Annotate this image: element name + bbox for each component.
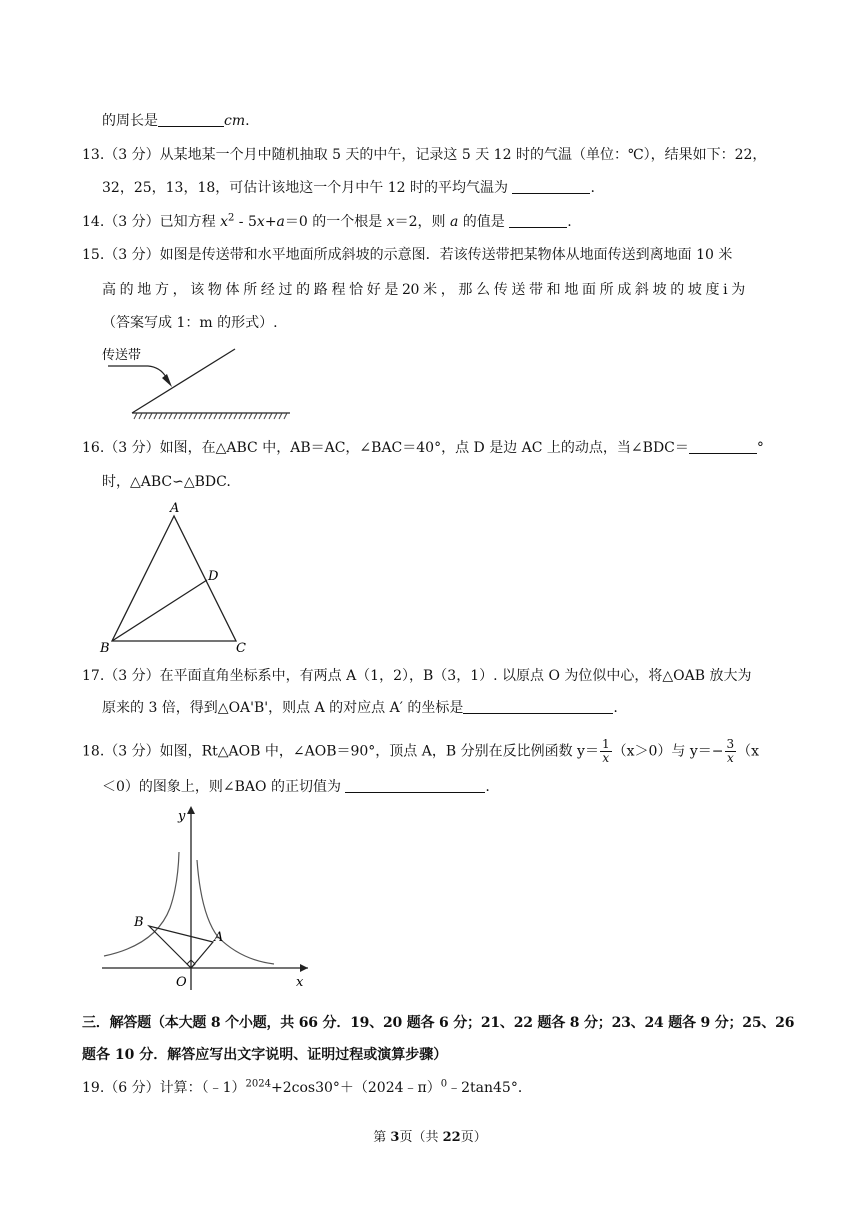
- section-3-heading-line2: 题各 10 分．解答应写出文字说明、证明过程或演算步骤）: [82, 1047, 448, 1063]
- q13-line1: 13.（3 分）从某地某一个月中随机抽取 5 天的中午，记录这 5 天 12 时的气温（单位：℃），结果如下：22，: [82, 147, 767, 163]
- label-c: C: [236, 641, 246, 656]
- q17-line1: 17.（3 分）在平面直角坐标系中，有两点 A（1，2），B（3，1）. 以原点 O 为位似中心，将△OAB 放大为: [82, 668, 752, 684]
- q14-line: 14.（3 分）已知方程 $x^2 - 5x+a=0$ 的一个根是 x＝2，则 a 的值是 .: [82, 212, 572, 230]
- answer-blank: [463, 699, 613, 714]
- q15-line2: 高 的 地 方 ， 该 物 体 所 经 过 的 路 程 恰 好 是 20 米 ， 那 么 传 送 带 和 地 面 所 成 斜 坡 的 坡 度 i 为: [102, 282, 745, 298]
- answer-blank: [689, 439, 757, 454]
- q16-line1: 16.（3 分）如图，在△ABC 中，AB＝AC，∠BAC＝40°，点 D 是边 AC 上的动点，当∠BDC＝ °: [82, 440, 764, 456]
- conveyor-label: 传送带: [102, 348, 142, 363]
- label-d: D: [208, 569, 219, 584]
- pointer-arrowhead-icon: [162, 374, 172, 387]
- triangle-figure: [96, 498, 256, 656]
- label-o: O: [176, 975, 187, 990]
- pointer-arrow-line: [108, 366, 166, 377]
- section-3-heading: 三．解答题（本大题 8 个小题，共 66 分．19、20 题各 6 分；21、22 题各 8 分；23、24 题各 9 分；25、26: [82, 1015, 795, 1031]
- q17-line2: 原来的 3 倍，得到△OA'B'，则点 A 的对应点 A′ 的坐标是 .: [102, 700, 618, 716]
- ground-hatching: [134, 413, 287, 419]
- q16-line2: 时，△ABC∽△BDC.: [102, 474, 231, 490]
- label-b: B: [100, 641, 110, 656]
- hyperbola-figure: [96, 800, 321, 995]
- current-page: 3: [390, 1130, 400, 1145]
- label-y: y: [178, 809, 186, 824]
- perimeter-line: 的周长是 cm.: [102, 113, 250, 129]
- label-b: B: [134, 915, 144, 930]
- label-x: x: [296, 975, 304, 990]
- page-footer: 第 3页（共 22页）: [373, 1130, 487, 1145]
- curve-y-neg3-over-x: [104, 852, 179, 956]
- x-axis-arrow-icon: [300, 964, 308, 972]
- label-a: A: [170, 501, 180, 516]
- answer-blank: [345, 778, 485, 793]
- segment-bd: [112, 580, 207, 641]
- y-axis-arrow-icon: [187, 806, 195, 814]
- q18-line2: ＜0）的图象上，则∠BAO 的正切值为 .: [102, 779, 490, 795]
- q18-line1: 18.（3 分）如图，Rt△AOB 中，∠AOB＝90°，顶点 A，B 分别在反比例函数 y＝ $\frac{1}{x}$ （x＞0）与 y＝− $\frac{3}{x}$ （x: [82, 737, 760, 765]
- label-a: A: [214, 930, 224, 945]
- fraction-3-over-x: $\frac{3}{x}$: [726, 737, 735, 765]
- answer-blank: [158, 112, 224, 127]
- total-pages: 22: [442, 1130, 461, 1145]
- conveyor-belt-line: [132, 349, 235, 413]
- triangle-aob: [149, 926, 213, 968]
- q19-line: 19.（6 分）计算：（﹣1）$^{2024}$+2cos30°＋（2024﹣π）$^0$﹣2tan45°．: [82, 1078, 532, 1096]
- q15-line1: 15.（3 分）如图是传送带和水平地面所成斜坡的示意图．若该传送带把某物体从地面传送到离地面 10 米: [82, 247, 733, 263]
- answer-blank: [509, 213, 567, 228]
- q15-line3: （答案写成 1：m 的形式）.: [102, 315, 278, 331]
- conveyor-figure: [100, 343, 295, 425]
- curve-y-1-over-x: [197, 860, 274, 964]
- answer-blank: [512, 179, 590, 194]
- fraction-1-over-x: $\frac{1}{x}$: [601, 737, 610, 765]
- q13-line2: 32，25，13，18，可估计该地这一个月中午 12 时的平均气温为 .: [102, 180, 595, 196]
